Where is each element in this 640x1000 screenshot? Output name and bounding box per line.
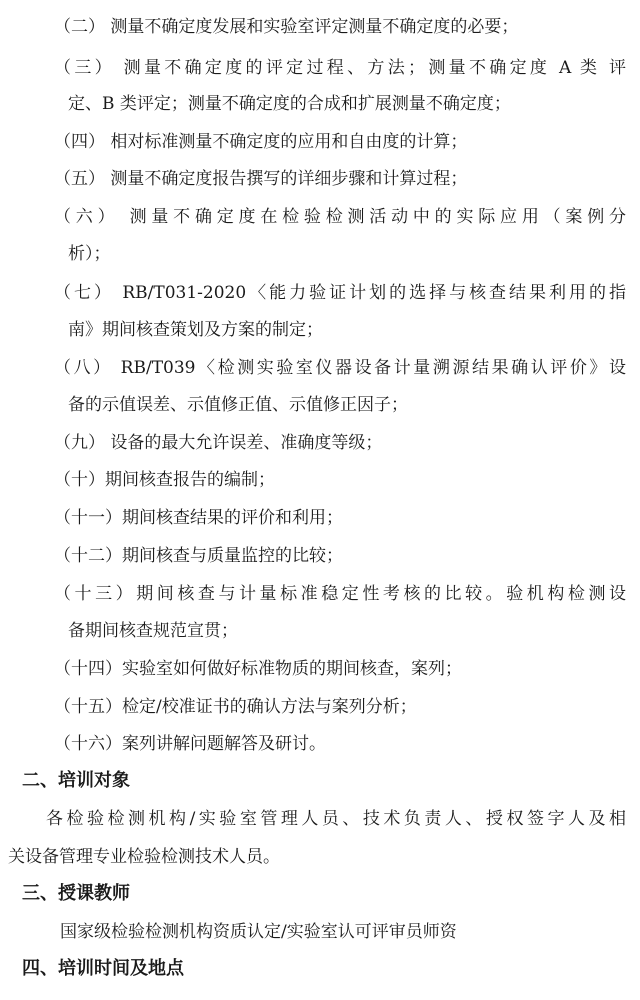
list-item-2: （二） 测量不确定度发展和实验室评定测量不确定度的必要； — [54, 17, 519, 37]
list-item-5: （五） 测量不确定度报告撰写的详细步骤和计算过程； — [54, 169, 468, 189]
paragraph-line: 各检验检测机构/实验室管理人员、技术负责人、授权签字人及相 — [46, 809, 626, 829]
list-item-9: （九） 设备的最大允许误差、准确度等级； — [54, 433, 383, 453]
list-item-15: （十五）检定/校准证书的确认方法与案列分析； — [54, 697, 417, 717]
list-item-6: （六） 测量不确定度在检验检测活动中的实际应用（案例分 — [54, 207, 626, 227]
list-item-8: （八） RB/T039〈检测实验室仪器设备计量溯源结果确认评价》设 — [54, 358, 626, 378]
list-item-14: （十四）实验室如何做好标准物质的期间核查，案列； — [54, 659, 462, 679]
list-item-13-cont: 备期间核查规范宣贯； — [68, 621, 238, 641]
paragraph-line-teacher: 国家级检验检测机构资质认定/实验室认可评审员师资 — [60, 922, 457, 942]
list-item-10: （十）期间核查报告的编制； — [54, 470, 275, 490]
section-heading-2: 二、培训对象 — [22, 770, 130, 791]
paragraph-line-cont: 关设备管理专业检验检测技术人员。 — [8, 847, 280, 867]
list-item-4: （四） 相对标准测量不确定度的应用和自由度的计算； — [54, 132, 468, 152]
section-heading-3: 三、授课教师 — [22, 883, 130, 904]
list-item-6-cont: 析）； — [68, 244, 111, 264]
list-item-16: （十六）案列讲解问题解答及研讨。 — [54, 734, 326, 754]
list-item-8-cont: 备的示值误差、示值修正值、示值修正因子； — [68, 395, 408, 415]
list-item-11: （十一）期间核查结果的评价和利用； — [54, 508, 343, 528]
list-item-7: （七） RB/T031-2020〈能力验证计划的选择与核查结果利用的指 — [54, 283, 626, 303]
section-heading-4: 四、培训时间及地点 — [22, 958, 184, 979]
list-item-3-cont: 定、B 类评定；测量不确定度的合成和扩展测量不确定度； — [68, 94, 511, 114]
list-item-3: （三） 测量不确定度的评定过程、方法；测量不确定度 A 类 评 — [54, 58, 626, 78]
list-item-13: （十三）期间核查与计量标准稳定性考核的比较。验机构检测设 — [54, 584, 626, 604]
list-item-7-cont: 南》期间核查策划及方案的制定； — [68, 320, 323, 340]
list-item-12: （十二）期间核查与质量监控的比较； — [54, 546, 343, 566]
